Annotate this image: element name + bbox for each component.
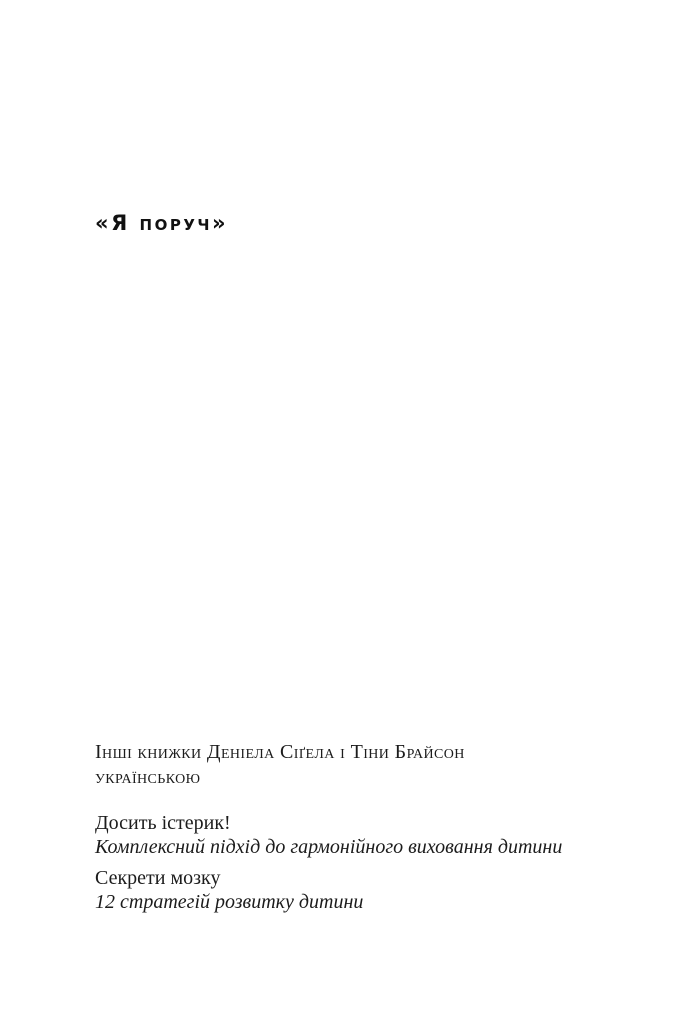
book-title: Досить істерик! (95, 812, 231, 834)
book-subtitle: 12 стратегій розвитку дитини (95, 891, 364, 913)
other-books-heading (95, 740, 575, 790)
other-books-section (95, 740, 575, 921)
book-entry (95, 866, 575, 914)
book-entry (95, 811, 575, 859)
other-books-heading-line-2: українською (95, 766, 201, 788)
book-half-title: «Я поруч» (95, 211, 229, 235)
book-title: Секрети мозку (95, 867, 221, 889)
book-subtitle: Комплексний підхід до гармонійного виховання дитини (95, 836, 563, 858)
other-books-heading-line-1: Інші книжки Деніела Сіґела і Тіни Брайсон (95, 741, 465, 763)
